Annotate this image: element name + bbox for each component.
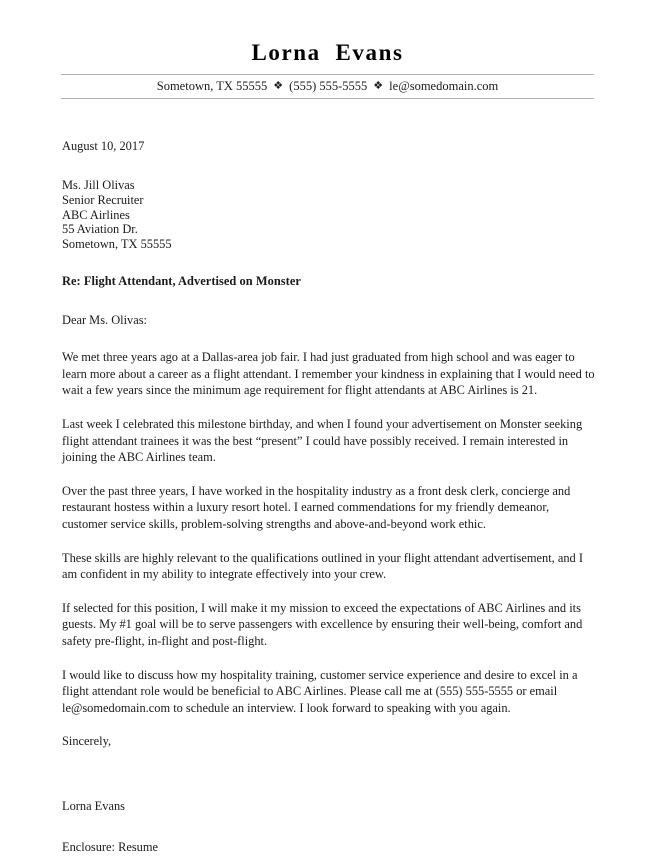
letter-date: August 10, 2017 [62,139,145,153]
letterhead [0,0,655,99]
recipient-street: 55 Aviation Dr. [62,222,138,237]
body-paragraph: Last week I celebrated this milestone birthday, and when I found your advertisement on Monster seeking flight attendant trainees it was the best “present” I could have possibly received. I remain interested in joining the ABC Airlines team. [62,416,583,465]
body-paragraph: I would like to discuss how my hospitality training, customer service experience and desire to excel in a flight attendant role would be beneficial to ABC Airlines. Please call me at (555) 555-5555 or email le@somedomain.com to schedule an interview. I look forward to speaking with you again. [62,667,578,715]
enclosure-note: Enclosure: Resume [62,840,159,855]
contact-location: Sometown, TX 55555 [156,79,268,94]
signature-name: Lorna Evans [62,798,125,813]
contact-info-line [61,75,594,98]
closing-salutation: Sincerely, [62,734,112,749]
recipient-city-state-zip: Sometown, TX 55555 [62,236,172,251]
body-paragraph: If selected for this position, I will make it my mission to exceed the expectations of ABC Airlines and its guests. My #1 goal will be to serve passengers with excellence by ensuring their well-being, comfort and safety pre-flight, in-flight and post-flight. [62,600,583,648]
subject-line: Re: Flight Attendant, Advertised on Monster [62,274,301,289]
body-paragraph: We met three years ago at a Dallas-area job fair. I had just graduated from high school and was eager to learn more about a career as a flight attendant. I remember your kindness in explaining that I would need to wait a few years since the minimum age requirement for flight attendants at ABC Airlines is 21. [62,350,595,398]
contact-phone: (555) 555-5555 [289,79,368,94]
applicant-name: Lorna Evans [251,40,404,65]
recipient-name: Ms. Jill Olivas [62,178,135,193]
diamond-separator-icon: ❖ [273,80,284,93]
body-paragraph: Over the past three years, I have worked in the hospitality industry as a front desk clerk, concierge and restaurant hostess within a luxury resort hotel. I earned commendations for my friendly demeanor, customer service skills, problem-solving strengths and above-and-beyond work ethic. [62,483,571,531]
recipient-title: Senior Recruiter [62,193,144,207]
letter-body [62,138,595,856]
salutation: Dear Ms. Olivas: [62,312,147,327]
body-paragraph: These skills are highly relevant to the qualifications outlined in your flight attendant advertisement, and I am confident in my ability to integrate effectively into your crew. [62,550,583,582]
recipient-address-block [62,178,595,251]
diamond-separator-icon-2: ❖ [373,80,384,93]
recipient-company: ABC Airlines [62,207,130,222]
letterhead-rule-bottom [61,98,594,99]
contact-email: le@somedomain.com [389,79,499,94]
